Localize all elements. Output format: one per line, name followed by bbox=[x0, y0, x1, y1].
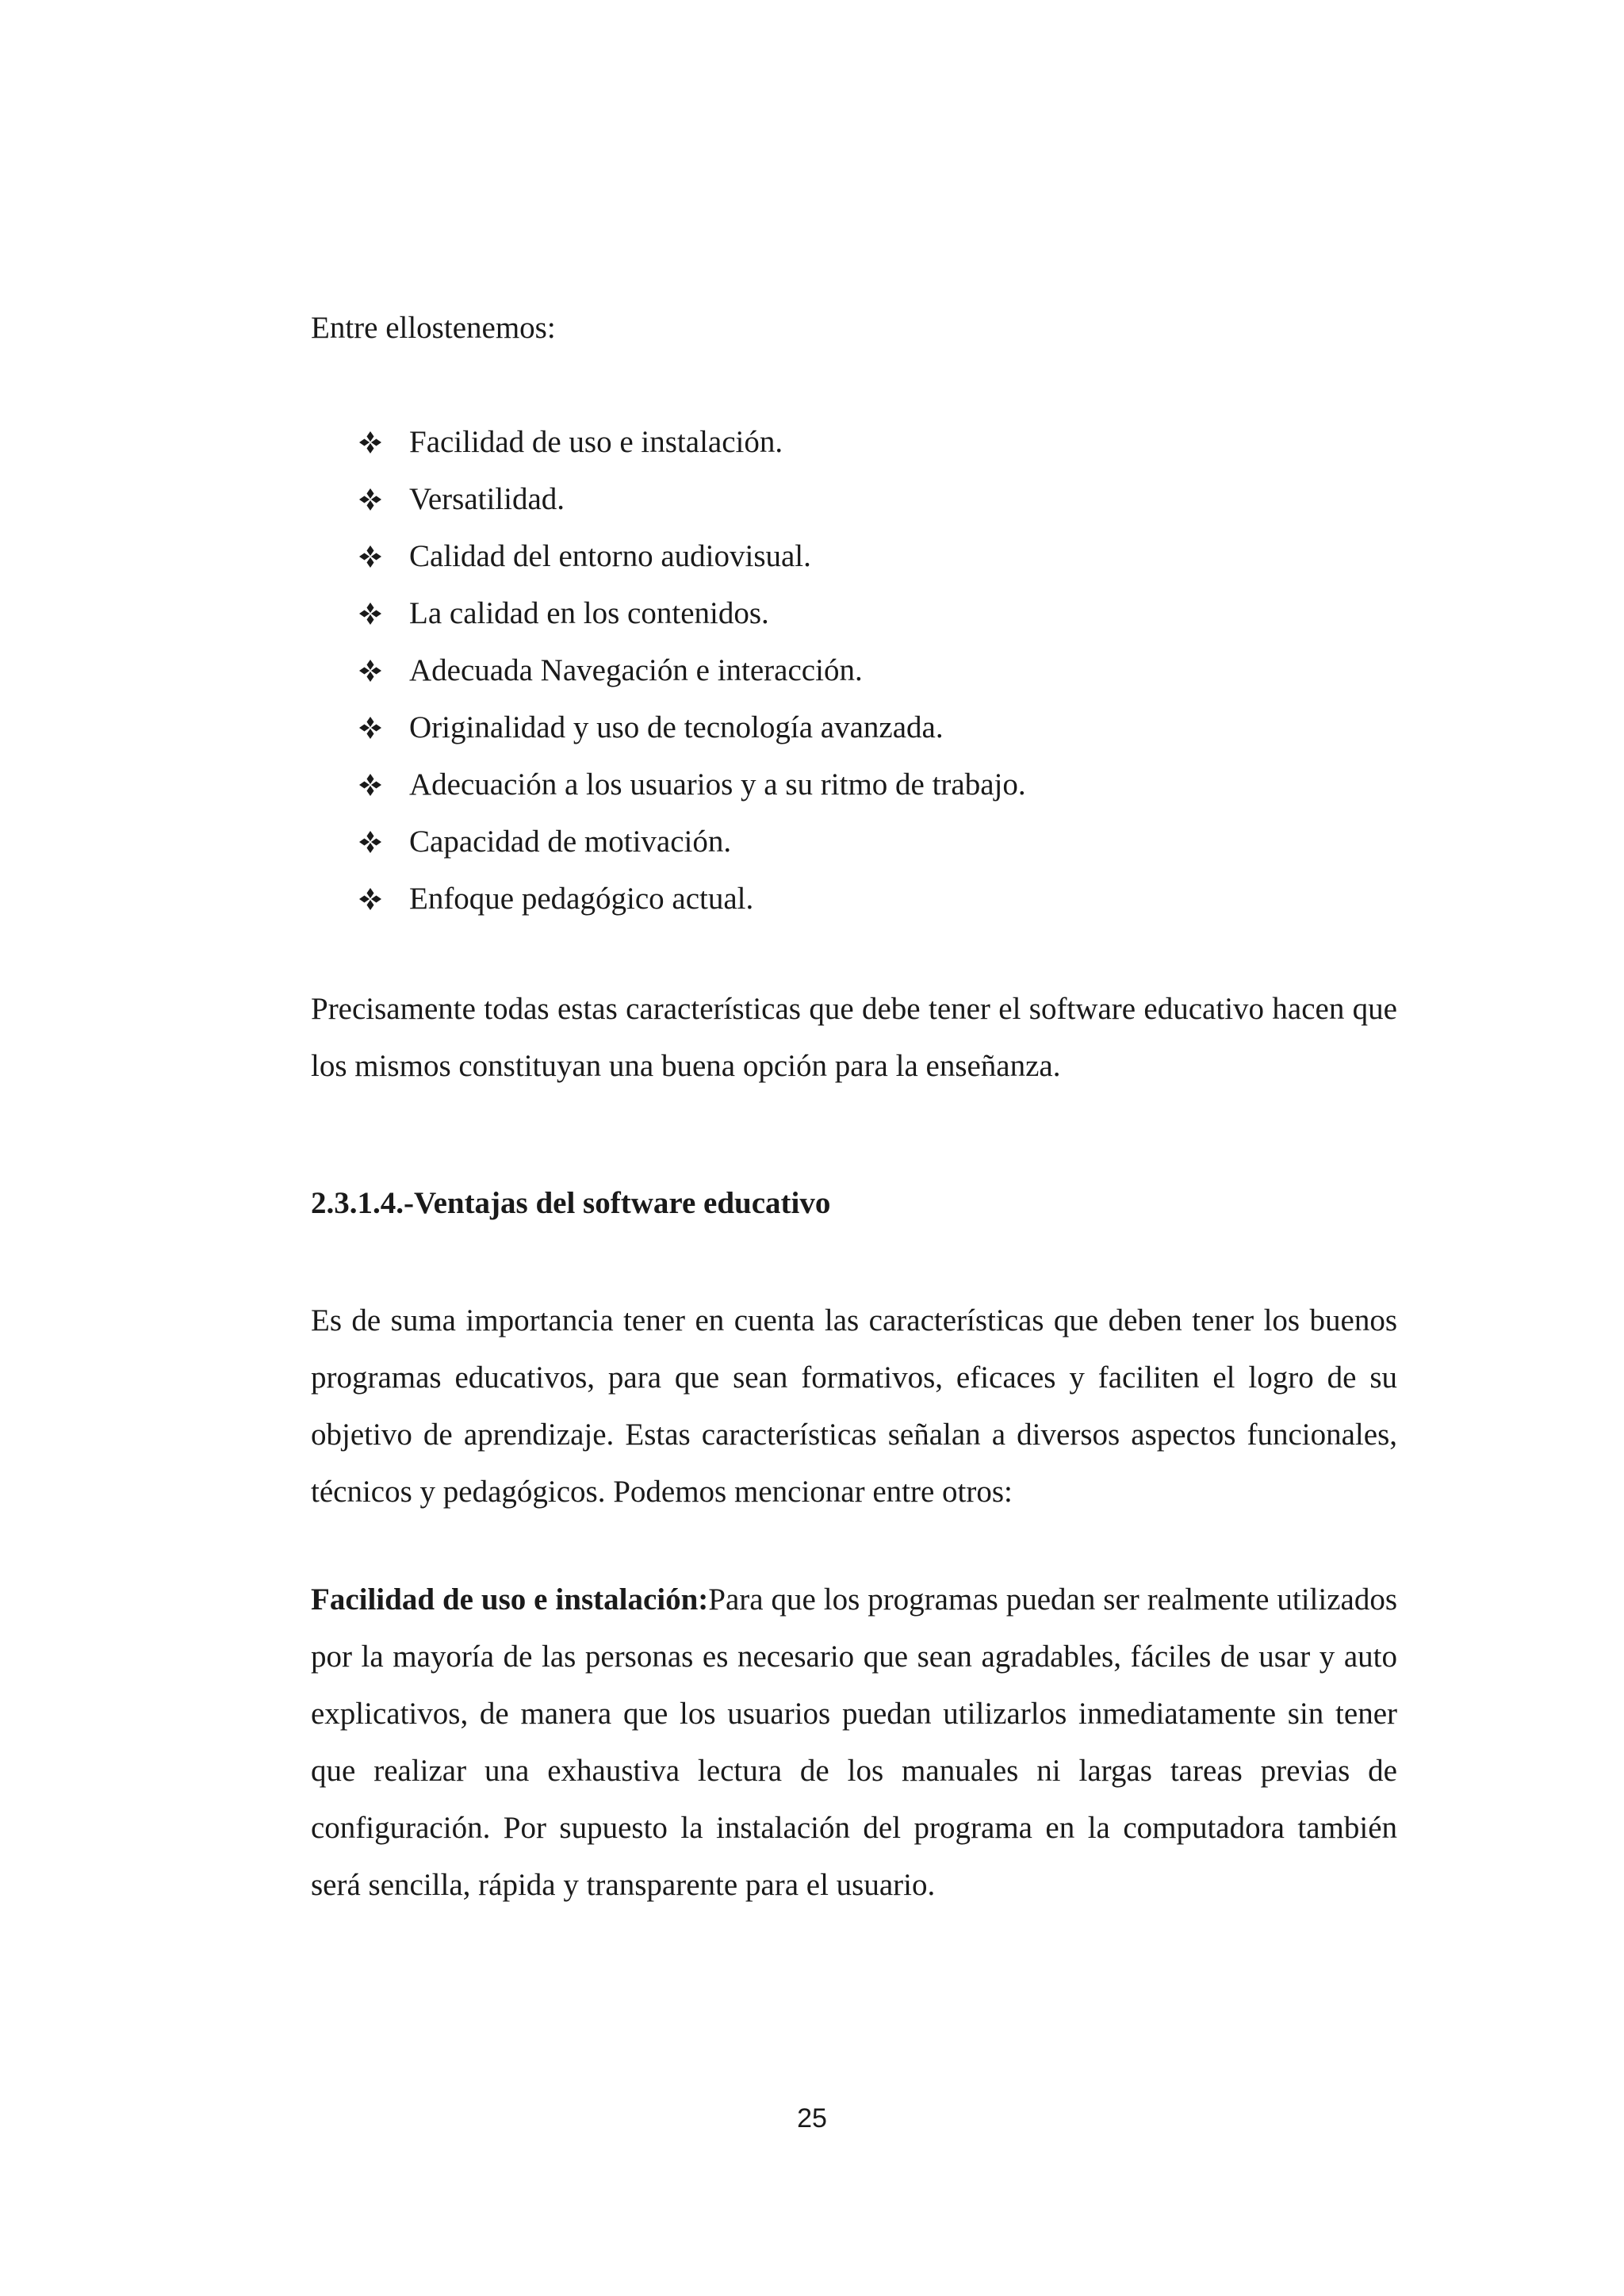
list-item bbox=[358, 813, 1026, 871]
four-diamond-bullet-icon bbox=[358, 545, 382, 568]
list-item bbox=[358, 528, 1026, 585]
paragraph-importance: Es de suma importancia tener en cuenta las características que deben tener los buenos programas educativos, para que sean formativos, eficaces y faciliten el logro de su objetivo de aprendizaje. Estas características señalan a diversos aspectos funcionales, técnicos y pedagógicos. Podemos mencionar entre otros: bbox=[311, 1303, 1397, 1509]
list-item-label: La calidad en los contenidos. bbox=[409, 596, 769, 630]
four-diamond-bullet-icon bbox=[358, 887, 382, 911]
list-item-label: Originalidad y uso de tecnología avanzada. bbox=[409, 710, 944, 744]
four-diamond-bullet-icon bbox=[358, 716, 382, 740]
paragraph-body: Para que los programas puedan ser realmente utilizados por la mayoría de las personas es necesario que sean agradables, fáciles de usar y auto explicativos, de manera que los usuarios puedan utilizarlos inmediatamente sin tener que realizar una exhaustiva lectura de los manuales ni largas tareas previas de configuración. Por supuesto la instalación del programa en la computadora también será sencilla, rápida y transparente para el usuario. bbox=[311, 1582, 1397, 1902]
four-diamond-bullet-icon bbox=[358, 830, 382, 854]
list-item-label: Capacidad de motivación. bbox=[409, 825, 732, 859]
list-item bbox=[358, 871, 1026, 928]
list-item-label: Versatilidad. bbox=[409, 482, 565, 516]
four-diamond-bullet-icon bbox=[358, 488, 382, 511]
list-item bbox=[358, 699, 1026, 756]
section-heading: 2.3.1.4.-Ventajas del software educativo bbox=[311, 1186, 831, 1220]
page-number: 25 bbox=[797, 2103, 827, 2133]
paragraph-lead-term: Facilidad de uso e instalación: bbox=[311, 1582, 709, 1617]
paragraph-conclusion: Precisamente todas estas características que debe tener el software educativo hacen que los mismos constituyan una buena opción para la enseñanza. bbox=[311, 992, 1397, 1083]
list-item bbox=[358, 471, 1026, 528]
list-item bbox=[358, 756, 1026, 813]
list-item-label: Adecuada Navegación e interacción. bbox=[409, 653, 863, 687]
four-diamond-bullet-icon bbox=[358, 602, 382, 626]
list-item-label: Calidad del entorno audiovisual. bbox=[409, 539, 811, 573]
paragraph-ease-of-use bbox=[311, 1571, 1397, 1914]
list-item bbox=[358, 642, 1026, 699]
list-item bbox=[358, 585, 1026, 642]
characteristics-list bbox=[358, 414, 1026, 928]
four-diamond-bullet-icon bbox=[358, 773, 382, 797]
four-diamond-bullet-icon bbox=[358, 430, 382, 454]
list-item-label: Adecuación a los usuarios y a su ritmo de trabajo. bbox=[409, 767, 1026, 802]
intro-text: Entre ellostenemos: bbox=[311, 311, 556, 345]
list-item-label: Enfoque pedagógico actual. bbox=[409, 882, 754, 916]
list-item bbox=[358, 414, 1026, 471]
list-item-label: Facilidad de uso e instalación. bbox=[409, 425, 783, 459]
four-diamond-bullet-icon bbox=[358, 659, 382, 683]
